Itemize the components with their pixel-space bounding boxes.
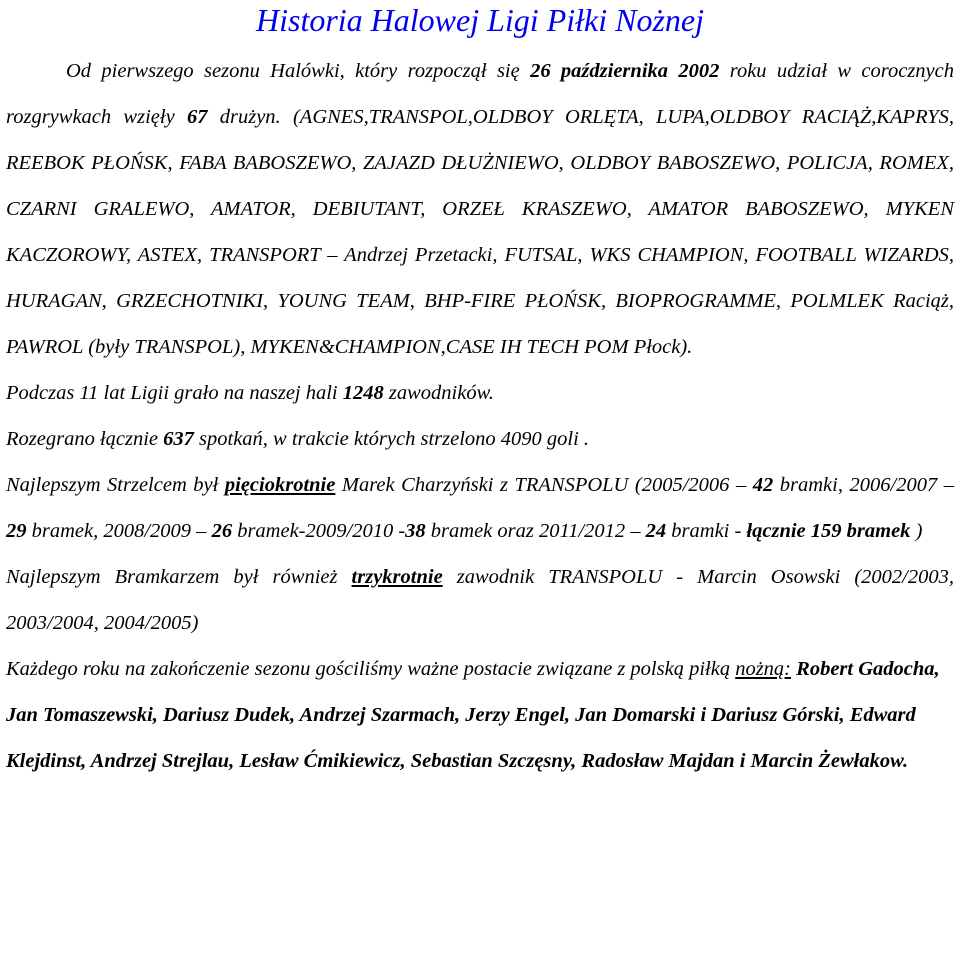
text-run: Podczas 11 lat Ligii grało na naszej hali	[6, 382, 343, 404]
text-run: drużyn. (AGNES,TRANSPOL,OLDBOY ORLĘTA, LUPA,OLDBOY RACIĄŻ,KAPRYS, REEBOK PŁOŃSK, FABA BABOSZEWO, ZAJAZD DŁUŻNIEWO, OLDBOY BABOSZEWO, POLICJA, ROMEX, CZARNI GRALEWO, AMATOR, DEBIUTANT, ORZEŁ KRASZEWO, AMATOR BABOSZEWO, MYKEN KACZOROWY, ASTEX, TRANSPORT – Andrzej Przetacki, FUTSAL, WKS CHAMPION, FOOTBALL WIZARDS, HURAGAN, GRZECHOTNIKI, YOUNG TEAM, BHP-FIRE PŁOŃSK, BIOPROGRAMME, POLMLEK Raciąż, PAWROL (były TRANSPOL), MYKEN&CHAMPION,CASE IH TECH POM Płock).	[6, 106, 954, 358]
text-run: zawodników.	[383, 382, 494, 404]
matches-paragraph	[6, 416, 954, 462]
text-run: Najlepszym Bramkarzem był również	[6, 566, 352, 588]
text-run: trzykrotnie	[351, 566, 443, 588]
text-run: pięciokrotnie	[224, 474, 336, 496]
text-run: bramek, 2008/2009 –	[26, 520, 212, 542]
top-scorer-paragraph	[6, 462, 954, 554]
text-run: bramki, 2006/2007 –	[773, 474, 954, 496]
text-run: 26 października 2002	[530, 60, 720, 82]
text-run: zawodnik TRANSPOLU - Marcin Osowski (2002/2003, 2003/2004, 2004/2005)	[6, 566, 954, 634]
text-run: roku udział w corocznych rozgrywkach wzięły	[6, 60, 955, 128]
intro-paragraph	[6, 48, 954, 370]
text-run: 29	[6, 520, 27, 542]
text-run: Od pierwszego sezonu Halówki, który rozpoczął się	[66, 60, 531, 82]
text-run: Najlepszym Strzelcem był	[6, 474, 225, 496]
text-run: Każdego roku na zakończenie sezonu gościliśmy ważne postacie związane z polską piłką	[6, 658, 736, 680]
text-run: bramek-2009/2010 -	[232, 520, 406, 542]
top-goalkeeper-paragraph	[6, 554, 954, 646]
text-run: Robert Gadocha, Jan Tomaszewski, Dariusz Dudek, Andrzej Szarmach, Jerzy Engel, Jan Domarski i Dariusz Górski, Edward Klejdinst, Andrzej Strejlau, Lesław Ćmikiewicz, Sebastian Szczęsny, Radosław Majdan i Marcin Żewłakow.	[6, 658, 940, 772]
text-run: 1248	[342, 382, 384, 404]
text-run: 38	[405, 520, 426, 542]
document-body	[6, 48, 954, 784]
text-run: Rozegrano łącznie	[6, 428, 164, 450]
text-run: nożną:	[735, 658, 792, 680]
players-paragraph	[6, 370, 954, 416]
text-run: bramki -	[666, 520, 747, 542]
text-run: )	[910, 520, 923, 542]
text-run: Marek Charzyński z TRANSPOLU (2005/2006 –	[335, 474, 753, 496]
text-run: 637	[163, 428, 194, 450]
text-run: 26	[211, 520, 233, 542]
page-title: Historia Halowej Ligi Piłki Nożnej	[255, 2, 704, 38]
text-run: 42	[752, 474, 774, 496]
text-run: 67	[186, 106, 208, 128]
text-run: spotkań, w trakcie których strzelono 4090 goli .	[193, 428, 590, 450]
text-run: łącznie 159 bramek	[746, 520, 911, 542]
guests-paragraph	[6, 646, 954, 784]
text-run: 24	[645, 520, 667, 542]
text-run: bramek oraz 2011/2012 –	[425, 520, 646, 542]
